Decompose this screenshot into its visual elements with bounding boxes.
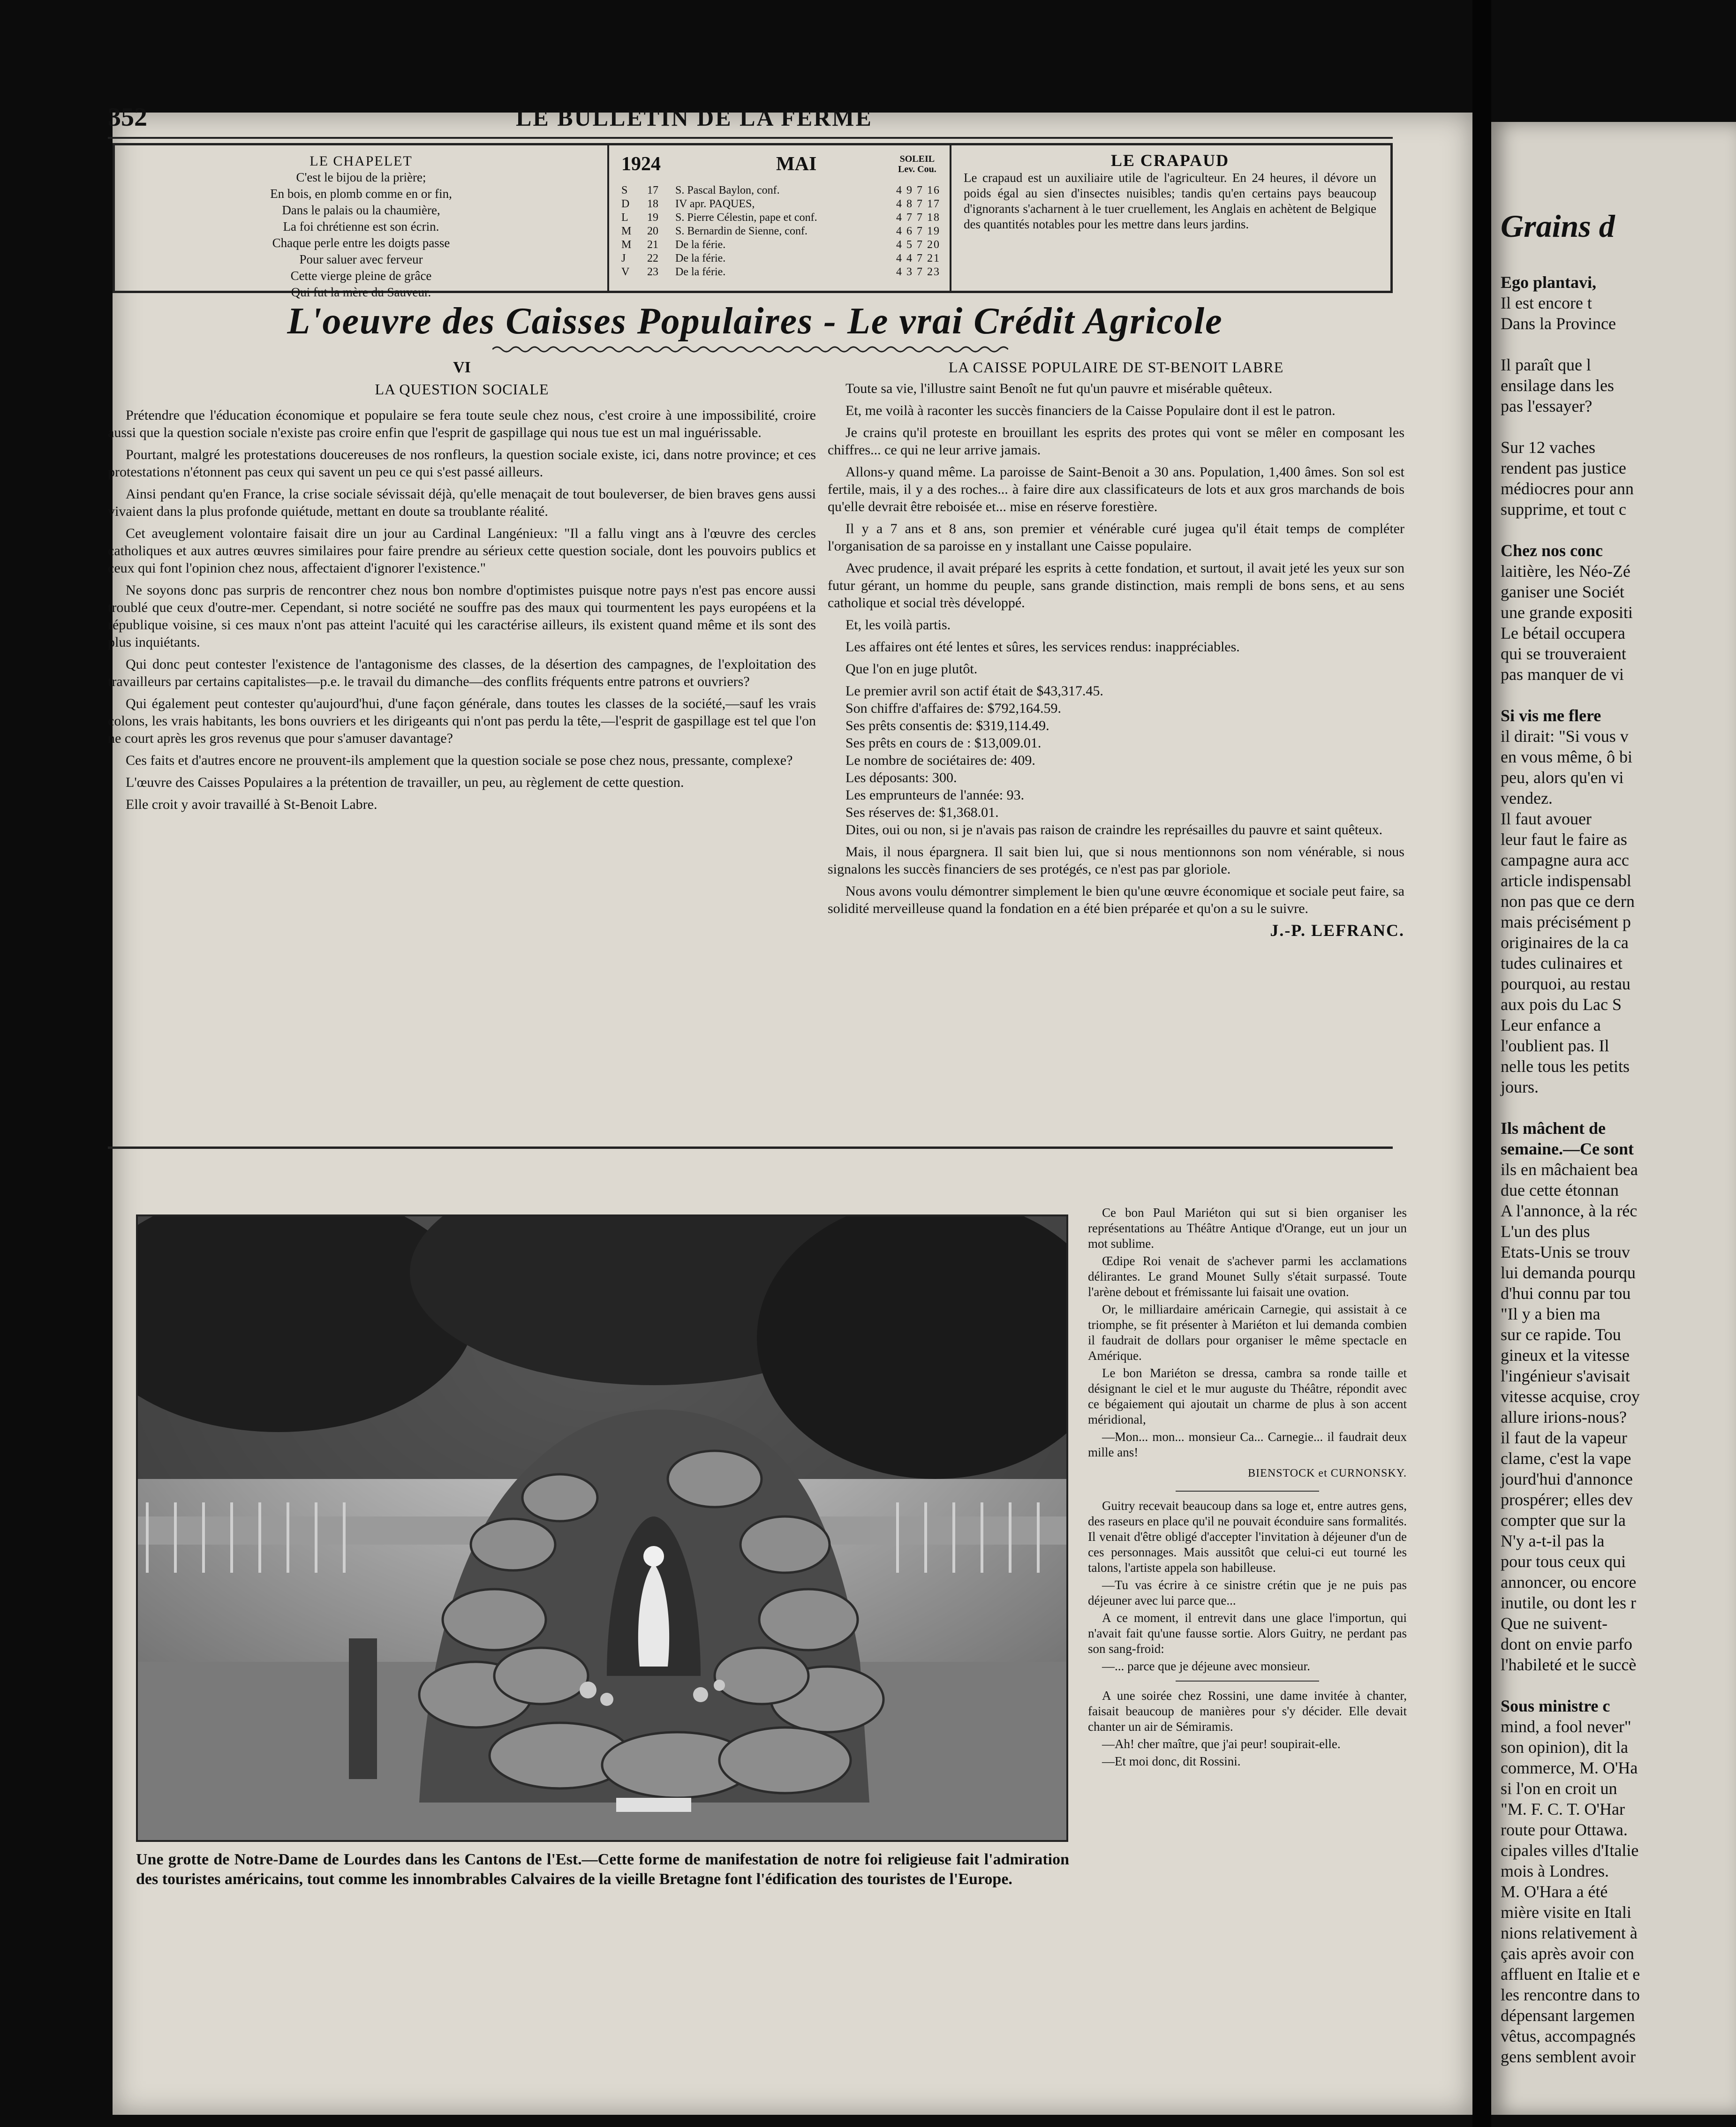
right-page-line: L'un des plus — [1501, 1222, 1590, 1241]
calendar-day: D — [621, 198, 630, 210]
section-rule — [108, 1146, 1393, 1149]
article-paragraph: Pourtant, malgré les protestations doucereuses de nos ronfleurs, la question sociale existe, ici, dans notre province; et ces protestations n'étonnent pas ceux qui savent un peu ce qui s'est passé ailleurs. — [108, 447, 816, 480]
anecdote-paragraph: —Mon... mon... monsieur Ca... Carnegie... il faudrait deux mille ans! — [1088, 1430, 1407, 1459]
right-page-body — [1501, 272, 1736, 2067]
article-paragraph: Avec prudence, il avait préparé les esprits à cette fondation, et surtout, il avait jeté les yeux sur son futur gérant, un homme du peuple, sans grande distinction, mais rempli de bons sens, et au sens catholique et social très développé. — [828, 560, 1404, 611]
calendar-saint: De la férie. — [675, 252, 726, 264]
article-paragraph: Et, les voilà partis. — [845, 617, 951, 633]
right-page-line: pas l'essayer? — [1501, 397, 1593, 415]
right-page-line: Il est encore t — [1501, 294, 1592, 312]
almanac-divider — [607, 145, 609, 291]
right-page-line: mind, a fool never" — [1501, 1717, 1631, 1736]
poem-line: La foi chrétienne est son écrin. — [283, 219, 439, 234]
right-page-line: originaires de la ca — [1501, 933, 1629, 952]
article-paragraph: Dites, oui ou non, si je n'avais pas raison de craindre les représailles du pauvre et saint quêteux. — [845, 822, 1383, 837]
right-page-line: Sur 12 vaches — [1501, 438, 1595, 457]
right-page-title: Grains d — [1501, 208, 1615, 244]
right-page-line: il faut de la vapeur — [1501, 1428, 1627, 1447]
calendar-sun-times: 4 5 7 20 — [896, 239, 940, 251]
right-page-line: mière visite en Itali — [1501, 1903, 1631, 1922]
anecdote-paragraph: Œdipe Roi venait de s'achever parmi les acclamations délirantes. Le grand Mounet Sully s'était surpassé. Toute l'arène debout et frémissante lui faisait une ovation. — [1088, 1254, 1407, 1299]
article-paragraph: Nous avons voulu démontrer simplement le bien qu'une œuvre économique et sociale peut faire, sa solidité merveilleuse quand la fondation en a été bien préparée et qu'on a su le suivre. — [828, 883, 1404, 916]
right-page-line: Sous ministre c — [1501, 1697, 1610, 1715]
right-page-line — [1501, 685, 1736, 705]
right-page-line: ils en mâchaient bea — [1501, 1160, 1638, 1179]
calendar-day: L — [621, 211, 628, 224]
right-page-line — [1501, 416, 1736, 437]
anecdote-paragraph: A ce moment, il entrevit dans une glace l'importun, qui n'avait fait qu'une fausse sortie. Alors Guitry, ne perdant pas son sang-froid: — [1088, 1611, 1407, 1656]
almanac-divider — [950, 145, 951, 291]
calendar-saint: S. Pierre Célestin, pape et conf. — [675, 211, 817, 224]
article-left-column — [108, 359, 816, 818]
anecdote-signature: BIENSTOCK et CURNONSKY. — [1248, 1467, 1407, 1479]
right-page-line: allure irions-nous? — [1501, 1408, 1627, 1426]
header-rule — [108, 137, 1393, 139]
right-page-line: leur faut le faire as — [1501, 830, 1627, 849]
right-page-line: N'y a-t-il pas la — [1501, 1531, 1605, 1550]
calendar-date: 17 — [647, 184, 658, 196]
right-page-line: tudes culinaires et — [1501, 954, 1623, 973]
coucher-label: Cou. — [917, 164, 936, 174]
anecdotes-column — [1088, 1205, 1407, 1771]
calendar-sun-times: 4 7 7 18 — [896, 211, 940, 224]
anecdote-paragraph: —Ah! cher maître, que j'ai peur! soupirait-elle. — [1102, 1737, 1341, 1751]
anecdote-divider — [1176, 1491, 1319, 1492]
calendar-sun-times: 4 3 7 23 — [896, 266, 940, 278]
chapelet-title: LE CHAPELET — [309, 153, 413, 169]
right-page-line: une grande expositi — [1501, 603, 1633, 622]
article-paragraph: Qui également peut contester qu'aujourd'hui, d'une façon générale, dans toutes les classes de la société,—sauf les vrais colons, les vrais habitants, les bons ouvriers et les dirigeants qui n'ont pas perdu la tête,—l'esprit de gaspillage est tel que l'on ne court après les gros revenus que pour s'amuser davantage? — [108, 696, 816, 746]
calendar-sun-times: 4 4 7 21 — [896, 252, 940, 264]
calendar-row — [621, 197, 940, 211]
right-closing-paragraphs — [828, 821, 1404, 917]
anecdote-paragraph: —Tu vas écrire à ce sinistre crétin que je ne puis pas déjeuner avec lui parce que... — [1088, 1578, 1407, 1607]
section-number: VI — [453, 359, 471, 376]
right-page-line: aux pois du Lac S — [1501, 995, 1622, 1014]
right-page-line: vendez. — [1501, 789, 1553, 807]
right-page-line: commerce, M. O'Ha — [1501, 1758, 1638, 1777]
right-page-line: supprime, et tout c — [1501, 500, 1626, 519]
right-page-line: mois à Londres. — [1501, 1862, 1609, 1880]
right-page-line — [1501, 1675, 1736, 1696]
page-number: 352 — [108, 103, 147, 132]
right-page-line: çais après avoir con — [1501, 1944, 1634, 1963]
right-page-line: l'oublient pas. Il — [1501, 1036, 1609, 1055]
statistic-line: Ses prêts consentis de: $319,114.49. — [845, 718, 1049, 733]
right-page-line: pas manquer de vi — [1501, 665, 1624, 684]
poem-line: En bois, en plomb comme en or fin, — [270, 187, 452, 201]
calendar-saint: De la férie. — [675, 266, 726, 278]
calendar-date: 21 — [647, 239, 658, 251]
calendar-row — [621, 238, 940, 252]
right-page-line: si l'on en croit un — [1501, 1779, 1617, 1798]
right-page-line: dépensant largemen — [1501, 2006, 1635, 2025]
calendar-rows — [621, 184, 940, 279]
right-page-line: son opinion), dit la — [1501, 1738, 1628, 1757]
right-page-line: mais précisément p — [1501, 913, 1631, 931]
right-page-line: jourd'hui d'annonce — [1501, 1470, 1633, 1488]
calendar-date: 20 — [647, 225, 658, 237]
poem-line: C'est le bijou de la prière; — [296, 170, 426, 184]
calendar-day: J — [621, 252, 626, 264]
article-paragraph: Mais, il nous épargnera. Il sait bien lui, que si nous mentionnons son nom vénérable, si nous signalons les succès financiers de ses protégés, ce n'est pas par gloriole. — [828, 844, 1404, 877]
article-paragraph: Je crains qu'il proteste en brouillant les esprits des protes qui vont se mêler en composant les chiffres... ce qui ne leur arrive jamais. — [828, 425, 1404, 458]
anecdote-paragraph: —Et moi donc, dit Rossini. — [1102, 1754, 1241, 1768]
caisse-title: LA CAISSE POPULAIRE DE ST-BENOIT LABRE — [948, 359, 1284, 376]
calendar-date: 22 — [647, 252, 658, 264]
right-page-line: A l'annonce, à la réc — [1501, 1201, 1638, 1220]
statistic-line: Son chiffre d'affaires de: $792,164.59. — [845, 701, 1062, 716]
right-page-line: d'hui connu par tou — [1501, 1284, 1631, 1303]
right-page-line: laitière, les Néo-Zé — [1501, 562, 1630, 581]
right-page-line: due cette étonnan — [1501, 1181, 1619, 1199]
calendar-year: 1924 — [621, 153, 661, 175]
article-paragraph: Ne soyons donc pas surpris de rencontrer chez nous bon nombre d'optimistes puisque notre pays n'est pas encore aussi troublé que ceux d'outre-mer. Cependant, si notre société ne souffre pas des maux qui tourmentent les pays européens et la république voisine, si ces maux n'ont pas atteint l'acuité qui les caractérise ailleurs, ils existent quand même et ils sont des plus inquiétants. — [108, 582, 816, 650]
right-page-line — [1501, 334, 1736, 354]
crapaud-title: LE CRAPAUD — [1110, 151, 1230, 170]
calendar-row — [621, 252, 940, 265]
right-page-line: Chez nos conc — [1501, 541, 1603, 560]
article-paragraph: Allons-y quand même. La paroisse de Saint-Benoit a 30 ans. Population, 1,400 âmes. Son sol est fertile, mais, il y a des roches... à faire dire aux classificateurs de lots et aux gros marchands de bois qu'elle devrait être reboisée et... mise en réserve forestière. — [828, 464, 1404, 514]
right-page-line: l'ingénieur s'avisait — [1501, 1366, 1630, 1385]
publication-title: LE BULLETIN DE LA FERME — [516, 105, 873, 131]
author-signature: J.-P. LEFRANC. — [1270, 921, 1404, 940]
calendar-row — [621, 265, 940, 279]
statistic-line: Ses prêts en cours de : $13,009.01. — [845, 735, 1042, 751]
anecdote-paragraph: —... parce que je déjeune avec monsieur. — [1102, 1659, 1310, 1673]
soleil-label: SOLEIL — [899, 154, 935, 164]
left-paragraphs — [108, 407, 816, 813]
right-paragraphs — [828, 380, 1404, 678]
right-page-line: lui demanda pourqu — [1501, 1263, 1636, 1282]
right-page-line: Ego plantavi, — [1501, 273, 1597, 292]
right-page-line: en vous même, ô bi — [1501, 747, 1632, 766]
photo-caption: Une grotte de Notre-Dame de Lourdes dans les Cantons de l'Est.—Cette forme de manifestation de notre foi religieuse fait l'admiration des touristes américains, tout comme les innombrables Calvaires de la vieille Bretagne font l'édification des touristes de l'Europe. — [136, 1851, 1069, 1888]
section-title: LA QUESTION SOCIALE — [375, 381, 549, 398]
crapaud-notice — [964, 153, 1376, 232]
anecdote-rossini — [1088, 1688, 1407, 1769]
poem-line: Dans le palais ou la chaumière, — [282, 203, 440, 217]
article-paragraph: Prétendre que l'éducation économique et populaire se fera toute seule chez nous, c'est croire à une impossibilité, croire aussi que la question sociale n'existe pas croire enfin que l'esprit de gaspillage qui nous tue est un mal inguérissable. — [108, 407, 816, 440]
article-paragraph: Il y a 7 ans et 8 ans, son premier et vénérable curé jugea qu'il était temps de compléter l'organisation de sa paroisse en y installant une Caisse populaire. — [828, 521, 1404, 554]
calendar-month: MAI — [776, 153, 817, 175]
calendar-sun-times: 4 6 7 19 — [896, 225, 940, 237]
decorative-wave-rule — [492, 345, 1008, 354]
right-page-line: "Il y a bien ma — [1501, 1305, 1600, 1323]
right-page-line: jours. — [1501, 1078, 1539, 1096]
right-page-line: vitesse acquise, croy — [1501, 1387, 1640, 1406]
right-page-line: pour tous ceux qui — [1501, 1552, 1626, 1571]
calendar-saint: De la férie. — [675, 239, 726, 251]
right-page-line: Le bétail occupera — [1501, 624, 1625, 642]
calendar-sun-times: 4 9 7 16 — [896, 184, 940, 196]
right-page-line — [1501, 1097, 1736, 1118]
calendar-saint: S. Pascal Baylon, conf. — [675, 184, 780, 196]
anecdote-paragraph: A une soirée chez Rossini, une dame invitée à chanter, faisait beaucoup de manières pour s'y décider. Elle devait chanter un air de Sémiramis. — [1088, 1689, 1407, 1734]
calendar-date: 19 — [647, 211, 658, 224]
right-page-line: "M. F. C. T. O'Har — [1501, 1800, 1625, 1818]
right-page-line: campagne aura acc — [1501, 851, 1629, 869]
right-page-line: nions relativement à — [1501, 1923, 1638, 1942]
article-paragraph: Ces faits et d'autres encore ne prouvent-ils amplement que la question sociale se pose chez nous, pressante, complexe? — [126, 753, 793, 768]
right-page-line: clame, c'est la vape — [1501, 1449, 1631, 1468]
right-page-line: qui se trouveraient — [1501, 644, 1626, 663]
right-page-line: ganiser une Sociét — [1501, 582, 1624, 601]
right-page-line: Que ne suivent- — [1501, 1614, 1608, 1633]
calendar-saint: S. Bernardin de Sienne, conf. — [675, 225, 808, 237]
right-page-line: article indispensabl — [1501, 871, 1631, 890]
right-page-line: route pour Ottawa. — [1501, 1820, 1628, 1839]
right-page-line: non pas que ce dern — [1501, 892, 1635, 911]
article-paragraph: Et, me voilà à raconter les succès financiers de la Caisse Populaire dont il est le patron. — [845, 403, 1336, 418]
poem-line: Chaque perle entre les doigts passe — [272, 236, 450, 250]
right-page-line: compter que sur la — [1501, 1511, 1626, 1530]
statistic-line: Le nombre de sociétaires de: 409. — [845, 753, 1035, 768]
calendar-row — [621, 211, 940, 225]
right-page-line: pourquoi, au restau — [1501, 974, 1630, 993]
calendar-row — [621, 184, 940, 197]
statistic-line: Les déposants: 300. — [845, 770, 957, 785]
right-page-line: M. O'Hara a été — [1501, 1882, 1608, 1901]
right-page-line: l'habileté et le succè — [1501, 1655, 1637, 1674]
statistic-line: Le premier avril son actif était de $43,317.45. — [845, 683, 1103, 699]
right-page-line: nelle tous les petits — [1501, 1057, 1630, 1076]
calendar-saint: IV apr. PAQUES, — [675, 198, 755, 210]
right-page-line: il dirait: "Si vous v — [1501, 727, 1629, 746]
anecdote-paragraph: Or, le milliardaire américain Carnegie, qui assistait à ce triomphe, se fit présenter à Mariéton et lui demanda combien il faudrait de dollars pour organiser le même spectacle en Amérique. — [1088, 1302, 1407, 1363]
poem-line: Cette vierge pleine de grâce — [290, 269, 432, 283]
right-page-line: Leur enfance a — [1501, 1016, 1601, 1034]
right-page-line: gineux et la vitesse — [1501, 1346, 1630, 1365]
anecdote-divider — [1176, 1681, 1319, 1682]
poem-line: Qui fut la mère du Sauveur. — [291, 285, 431, 299]
anecdote-guitry — [1088, 1498, 1407, 1674]
crapaud-text: Le crapaud est un auxiliaire utile de l'agriculteur. En 24 heures, il dévore un poids égal au sien d'insectes nuisibles; tandis qu'en certains pays beaucoup d'ignorants s'acharnent à le tuer cruellement, les Anglais en achètent de Belgique des quantités notables pour les mettre dans leurs jardins. — [964, 171, 1376, 231]
anecdote-paragraph: Le bon Mariéton se dressa, cambra sa ronde taille et désignant le ciel et le mur auguste du Théâtre, répondit avec ce bégaiement qui ajoutait un charme de plus à son accent méridional, — [1088, 1366, 1407, 1426]
chapelet-poem — [124, 153, 598, 301]
article-paragraph: Toute sa vie, l'illustre saint Benoît ne fut qu'un pauvre et misérable quêteux. — [845, 381, 1273, 396]
poem-line: Pour saluer avec ferveur — [299, 252, 423, 266]
anecdote-mariet — [1088, 1205, 1407, 1460]
calendar-sun-header — [898, 154, 936, 174]
right-page-line: ensilage dans les — [1501, 376, 1614, 395]
right-page-line: cipales villes d'Italie — [1501, 1841, 1639, 1860]
right-page-line: prospérer; elles dev — [1501, 1490, 1633, 1509]
right-page-line: peu, alors qu'en vi — [1501, 768, 1624, 787]
right-page-line: Il faut avouer — [1501, 809, 1592, 828]
anecdote-paragraph: Guitry recevait beaucoup dans sa loge et, entre autres gens, des raseurs en place qu'il ne pouvait éconduire sans formalités. Il venait d'être obligé d'accepter l'invitation à déjeuner d'un de ces personnages. Mais aussitôt que celui-ci eut tourné les talons, l'artiste appela son habilleuse. — [1088, 1499, 1407, 1575]
article-paragraph: Qui donc peut contester l'existence de l'antagonisme des classes, de la désertion des campagnes, de l'exploitation des travailleurs par certains capitalistes—p.e. le travail du dimanche—des conflits fréquents entre patrons et ouvriers? — [108, 656, 816, 689]
calendar-day: S — [621, 184, 628, 196]
article-paragraph: Elle croit y avoir travaillé à St-Benoit Labre. — [126, 797, 377, 812]
statistic-line: Les emprunteurs de l'année: 93. — [845, 787, 1025, 803]
right-page-line: Dans la Province — [1501, 314, 1616, 333]
chapelet-lines — [124, 169, 598, 301]
calendar-day: V — [621, 266, 630, 278]
right-page-line: sur ce rapide. Tou — [1501, 1325, 1621, 1344]
grotto-image — [138, 1216, 1066, 1840]
right-page-line: dont on envie parfo — [1501, 1635, 1632, 1653]
right-page-line: Ils mâchent de — [1501, 1119, 1606, 1138]
article-paragraph: Les affaires ont été lentes et sûres, les services rendus: inappréciables. — [845, 639, 1240, 655]
right-page-line: les rencontre dans to — [1501, 1985, 1640, 2004]
statistic-line: Ses réserves de: $1,368.01. — [845, 805, 999, 820]
right-page-line: annoncer, ou encore — [1501, 1573, 1637, 1591]
right-page-line: affluent en Italie et e — [1501, 1965, 1640, 1984]
page-fold — [1472, 0, 1491, 2127]
calendar-sun-times: 4 8 7 17 — [896, 198, 940, 210]
grotto-photograph — [136, 1214, 1068, 1842]
article-right-column — [828, 359, 1404, 939]
calendar-day: M — [621, 225, 632, 237]
calendar-date: 23 — [647, 266, 658, 278]
article-paragraph: Que l'on en juge plutôt. — [845, 661, 978, 677]
caisse-statistics — [828, 682, 1404, 821]
right-page-line: gens semblent avoir — [1501, 2047, 1636, 2066]
article-paragraph: Cet aveuglement volontaire faisait dire un jour au Cardinal Langénieux: "Il a fallu vingt ans à l'œuvre des cercles catholiques et aux autres œuvres similaires pour faire prendre au sérieux cette question sociale, dont les pouvoirs publics et ceux qui font l'opinion chez nous, affectaient d'ignorer l'existence." — [108, 526, 816, 576]
right-page-line: médiocres pour ann — [1501, 479, 1634, 498]
right-page-line: Si vis me flere — [1501, 706, 1601, 725]
right-page-line — [1501, 520, 1736, 540]
right-page-line: inutile, ou dont les r — [1501, 1593, 1636, 1612]
right-page-line: semaine.—Ce sont — [1501, 1139, 1634, 1158]
lever-label: Lev. — [898, 164, 915, 174]
right-page-line: Il paraît que l — [1501, 355, 1591, 374]
right-page-line: rendent pas justice — [1501, 459, 1626, 477]
calendar-row — [621, 225, 940, 238]
article-paragraph: Ainsi pendant qu'en France, la crise sociale sévissait déjà, qu'elle menaçait de tout bouleverser, de bien braves gens aussi vivaient dans la plus profonde quiétude, mettant en doute sa troublante réalité. — [108, 486, 816, 519]
calendar-day: M — [621, 239, 632, 251]
right-page-line: Etats-Unis se trouv — [1501, 1243, 1630, 1261]
article-paragraph: L'œuvre des Caisses Populaires a la prétention de travailler, un peu, au règlement de cette question. — [126, 775, 684, 790]
right-page — [1491, 122, 1736, 2115]
article-headline: L'oeuvre des Caisses Populaires - Le vrai Crédit Agricole — [287, 301, 1223, 342]
calendar-date: 18 — [647, 198, 658, 210]
anecdote-paragraph: Ce bon Paul Mariéton qui sut si bien organiser les représentations au Théâtre Antique d'Orange, eut un jour un mot sublime. — [1088, 1206, 1407, 1251]
almanac-box — [113, 143, 1393, 299]
right-page-line: vêtus, accompagnés — [1501, 2027, 1636, 2045]
